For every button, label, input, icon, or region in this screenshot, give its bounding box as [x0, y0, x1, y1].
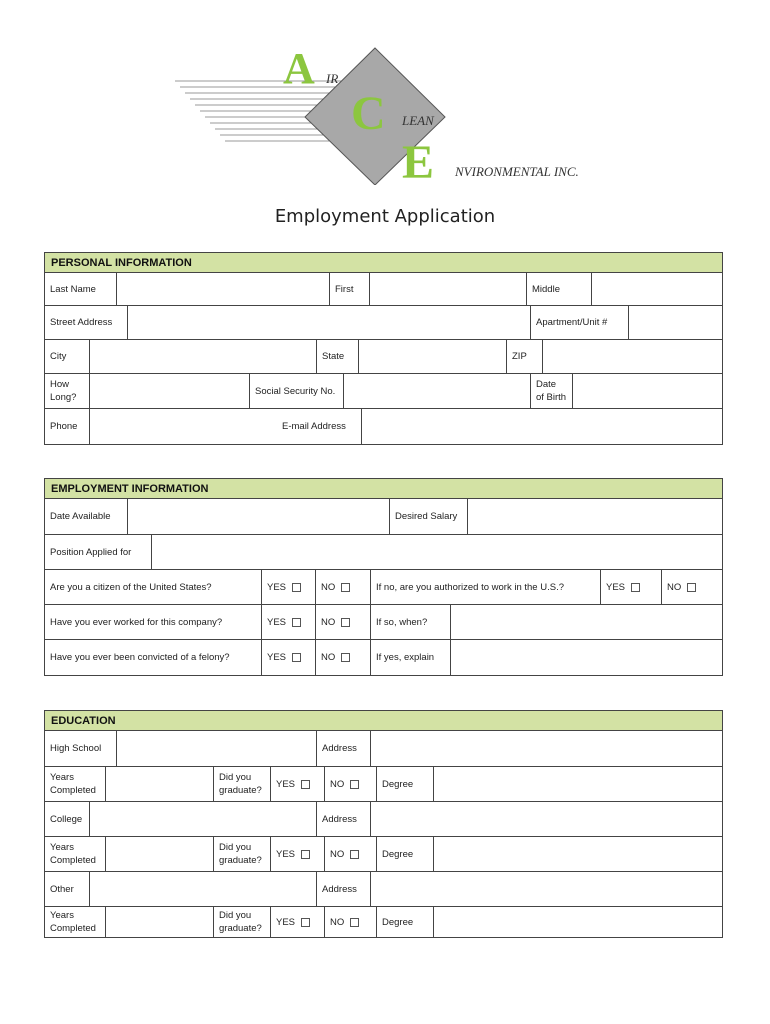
- form-row: [45, 499, 722, 535]
- form-row: [45, 570, 722, 605]
- years-completed-label: [45, 767, 105, 801]
- page-title: Employment Application: [274, 206, 496, 227]
- form-row: [45, 605, 722, 640]
- dob-label-line2: of Birth: [536, 392, 567, 403]
- checkbox[interactable]: [292, 583, 301, 592]
- form-row: [45, 872, 722, 907]
- form-row: [45, 837, 722, 872]
- form-row: [45, 640, 722, 675]
- other-degree-field[interactable]: [433, 907, 722, 937]
- logo-letter-e: E: [402, 136, 435, 185]
- position-field[interactable]: [151, 535, 722, 569]
- position-label: Position Applied for: [50, 546, 132, 558]
- other-graduate-yes-option[interactable]: [270, 907, 324, 937]
- date-available-label: Date Available: [50, 511, 111, 522]
- worked-yes-option[interactable]: [261, 605, 315, 639]
- graduate-label-line2: graduate?: [219, 785, 262, 796]
- years-completed-label: [45, 907, 105, 937]
- form-row: [45, 731, 722, 767]
- state-field[interactable]: [358, 340, 506, 373]
- personal-information-section: [44, 252, 723, 445]
- degree-label: Degree: [376, 767, 433, 801]
- no-label: NO: [330, 848, 345, 860]
- years-label-line2: Completed: [50, 785, 96, 796]
- logo-letter-c: C: [351, 87, 386, 140]
- phone-label: Phone: [50, 421, 78, 432]
- form-row: [45, 374, 722, 409]
- employment-information-section: [44, 478, 723, 676]
- worked-here-question: Have you ever worked for this company?: [50, 616, 223, 628]
- did-you-graduate-label: [213, 767, 270, 801]
- years-label-line1: Years: [50, 772, 74, 783]
- felony-yes-option[interactable]: [261, 640, 315, 675]
- street-address-field[interactable]: [127, 306, 530, 339]
- years-completed-label: [45, 837, 105, 871]
- last-name-field[interactable]: [116, 273, 329, 305]
- high-school-graduate-no-option[interactable]: [324, 767, 376, 801]
- logo-text-environmental: NVIRONMENTAL INC.: [455, 164, 579, 179]
- no-label: NO: [321, 652, 336, 663]
- no-label: NO: [321, 616, 336, 628]
- other-graduate-no-option[interactable]: [324, 907, 376, 937]
- high-school-address-field[interactable]: [370, 731, 722, 766]
- felony-no-option[interactable]: [315, 640, 370, 675]
- how-long-label: [45, 374, 89, 408]
- how-long-field[interactable]: [89, 374, 249, 408]
- checkbox[interactable]: [292, 653, 301, 662]
- high-school-degree-field[interactable]: [433, 767, 722, 801]
- no-label: NO: [667, 581, 682, 593]
- state-label: State: [316, 340, 358, 373]
- worked-no-option[interactable]: [315, 605, 370, 639]
- logo-text-lean: LEAN: [402, 113, 434, 128]
- years-label-line1: Years: [50, 842, 74, 853]
- first-name-label: First: [329, 273, 369, 305]
- other-field[interactable]: [89, 872, 316, 906]
- citizen-question: Are you a citizen of the United States?: [50, 581, 212, 593]
- no-label: NO: [330, 916, 345, 928]
- form-row: [45, 273, 722, 306]
- ssn-field[interactable]: [343, 374, 530, 408]
- felony-question: Have you ever been convicted of a felony?: [50, 652, 230, 663]
- citizen-no-option[interactable]: [315, 570, 370, 604]
- checkbox[interactable]: [687, 583, 696, 592]
- graduate-label-line2: graduate?: [219, 855, 262, 866]
- form-row: [45, 802, 722, 837]
- street-address-label: Street Address: [50, 317, 113, 328]
- no-label: NO: [321, 581, 336, 593]
- other-address-field[interactable]: [370, 872, 722, 906]
- date-available-field[interactable]: [127, 499, 389, 534]
- checkbox[interactable]: [341, 618, 350, 627]
- last-name-label: Last Name: [50, 283, 96, 295]
- yes-label: YES: [276, 778, 296, 790]
- if-yes-explain-label: If yes, explain: [370, 640, 450, 675]
- checkbox[interactable]: [350, 780, 359, 789]
- education-section: [44, 710, 723, 938]
- graduate-label-line1: Did you: [219, 772, 252, 783]
- high-school-address-label: Address: [316, 731, 370, 766]
- other-label: Other: [50, 883, 74, 895]
- apartment-field[interactable]: [628, 306, 722, 339]
- middle-name-field[interactable]: [591, 273, 722, 305]
- checkbox[interactable]: [341, 583, 350, 592]
- dob-label-line1: Date: [536, 379, 557, 390]
- checkbox[interactable]: [301, 780, 310, 789]
- other-years-field[interactable]: [105, 907, 213, 937]
- yes-label: YES: [267, 616, 287, 628]
- form-row: [45, 409, 722, 444]
- how-long-label-line2: Long?: [50, 392, 77, 403]
- years-label-line2: Completed: [50, 855, 96, 866]
- no-label: NO: [330, 778, 345, 790]
- citizen-yes-option[interactable]: [261, 570, 315, 604]
- desired-salary-field[interactable]: [467, 499, 722, 534]
- city-label: City: [50, 351, 67, 362]
- dob-label: [530, 374, 572, 408]
- other-address-label: Address: [316, 872, 370, 906]
- graduate-label-line1: Did you: [219, 910, 252, 921]
- checkbox[interactable]: [350, 850, 359, 859]
- authorized-yes-option[interactable]: [600, 570, 661, 604]
- checkbox[interactable]: [341, 653, 350, 662]
- college-graduate-no-option[interactable]: [324, 837, 376, 871]
- education-heading: EDUCATION: [45, 711, 722, 731]
- college-field[interactable]: [89, 802, 316, 836]
- checkbox[interactable]: [631, 583, 640, 592]
- college-address-label: Address: [316, 802, 370, 836]
- email-label: E-mail Address: [282, 421, 346, 432]
- high-school-years-field[interactable]: [105, 767, 213, 801]
- middle-name-label: Middle: [526, 273, 591, 305]
- yes-label: YES: [606, 581, 626, 593]
- ssn-label: Social Security No.: [249, 374, 343, 408]
- college-degree-field[interactable]: [433, 837, 722, 871]
- degree-label: Degree: [376, 837, 433, 871]
- form-row: [45, 340, 722, 374]
- checkbox[interactable]: [292, 618, 301, 627]
- form-row: [45, 306, 722, 340]
- years-label-line1: Years: [50, 910, 74, 921]
- employment-information-heading: EMPLOYMENT INFORMATION: [45, 479, 722, 499]
- city-field[interactable]: [89, 340, 316, 373]
- yes-label: YES: [267, 581, 287, 593]
- desired-salary-label: Desired Salary: [389, 499, 467, 534]
- company-logo: [170, 45, 620, 185]
- personal-information-heading: PERSONAL INFORMATION: [45, 253, 722, 273]
- checkbox[interactable]: [301, 850, 310, 859]
- logo-letter-a: A: [283, 45, 315, 93]
- yes-label: YES: [267, 652, 287, 663]
- if-so-when-field[interactable]: [450, 605, 722, 639]
- apartment-label: Apartment/Unit #: [530, 306, 628, 339]
- if-yes-explain-field[interactable]: [450, 640, 722, 675]
- form-row: [45, 907, 722, 937]
- form-row: [45, 535, 722, 570]
- how-long-label-line1: How: [50, 379, 70, 390]
- yes-label: YES: [276, 916, 296, 928]
- years-label-line2: Completed: [50, 923, 96, 934]
- yes-label: YES: [276, 848, 296, 860]
- high-school-graduate-yes-option[interactable]: [270, 767, 324, 801]
- phone-field[interactable]: [89, 409, 277, 444]
- college-label: College: [50, 813, 83, 825]
- graduate-label-line1: Did you: [219, 842, 252, 853]
- authorized-question: If no, are you authorized to work in the U.S.?: [370, 570, 600, 604]
- dob-field[interactable]: [572, 374, 722, 408]
- high-school-label: High School: [50, 743, 102, 754]
- degree-label: Degree: [376, 907, 433, 937]
- college-address-field[interactable]: [370, 802, 722, 836]
- zip-label: ZIP: [506, 340, 542, 373]
- zip-field[interactable]: [542, 340, 722, 373]
- high-school-field[interactable]: [116, 731, 316, 766]
- college-years-field[interactable]: [105, 837, 213, 871]
- checkbox[interactable]: [301, 918, 310, 927]
- if-so-when-label: If so, when?: [370, 605, 450, 639]
- first-name-field[interactable]: [369, 273, 526, 305]
- authorized-no-option[interactable]: [661, 570, 722, 604]
- did-you-graduate-label: [213, 907, 270, 937]
- logo-text-ir: IR: [326, 71, 339, 86]
- checkbox[interactable]: [350, 918, 359, 927]
- graduate-label-line2: graduate?: [219, 923, 262, 934]
- email-field[interactable]: [361, 409, 722, 444]
- did-you-graduate-label: [213, 837, 270, 871]
- form-row: [45, 767, 722, 802]
- college-graduate-yes-option[interactable]: [270, 837, 324, 871]
